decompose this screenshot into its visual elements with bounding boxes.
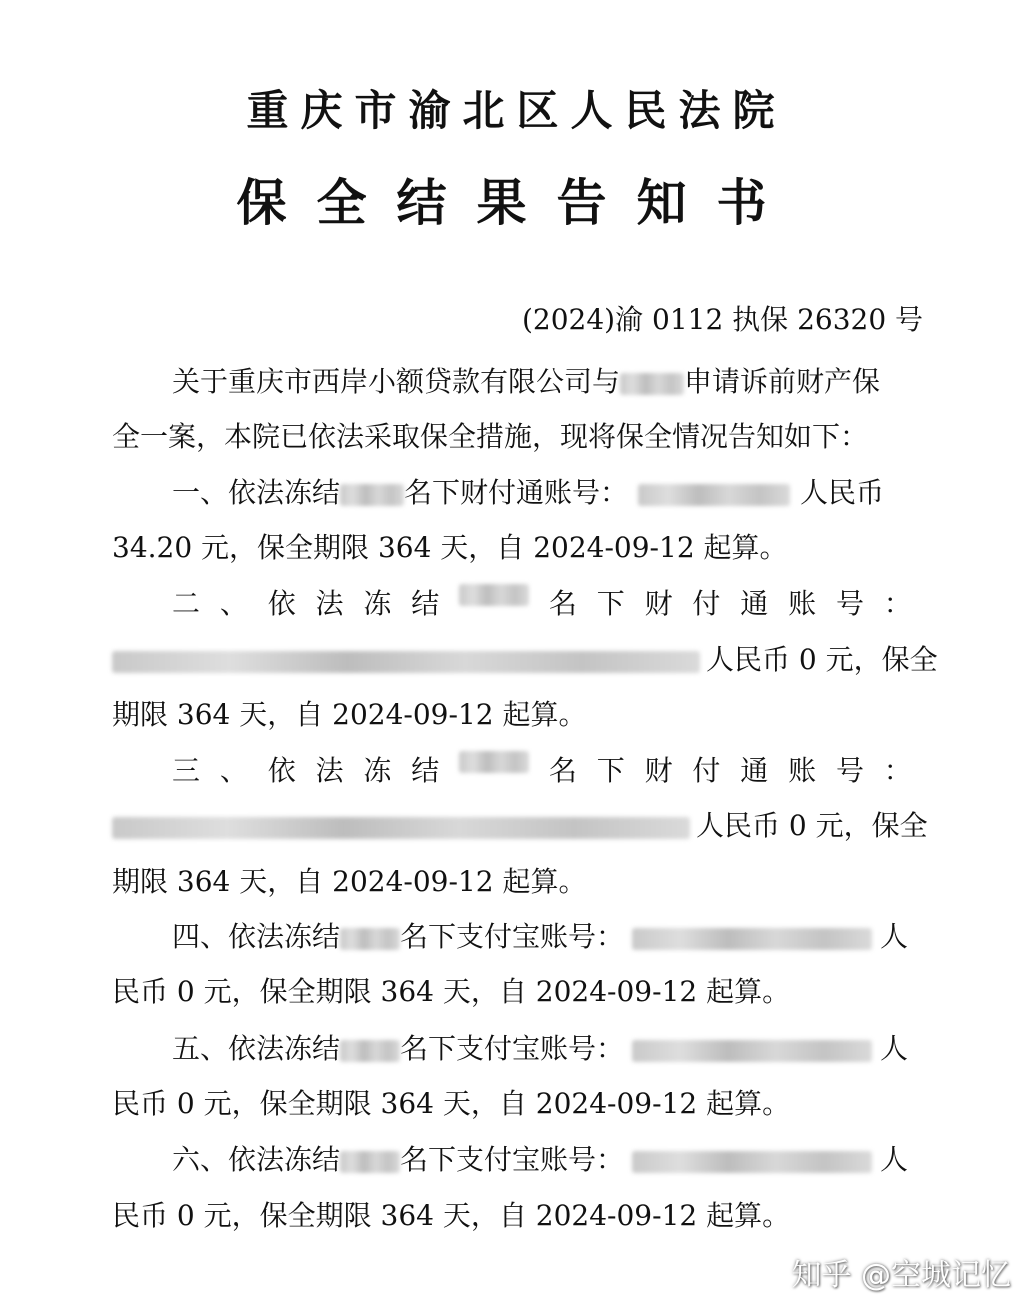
intro-line-2: 全一案，本院已依法采取保全措施，现将保全情况告知如下：	[112, 420, 869, 453]
redacted-name	[340, 1040, 400, 1062]
item-2-line-2: 人民币 0 元，保全	[112, 640, 938, 680]
item-2-line-3: 期限 364 天，自 2024-09-12 起算。	[112, 698, 587, 731]
item-1-line-1: 一、依法冻结 名下财付通账号： 人民币	[172, 476, 885, 509]
watermark: 知乎 @空城记忆	[791, 1258, 1011, 1293]
intro-line-1: 关于重庆市西岸小额贷款有限公司与 申请诉前财产保	[172, 365, 881, 398]
redacted-name	[459, 584, 529, 606]
redacted-name	[340, 928, 400, 950]
item-4-line-1: 四、依法冻结 名下支付宝账号： 人	[172, 920, 909, 953]
item-2-line-1: 二 、 依 法 冻 结 名 下 财 付 通 账 号 ：	[172, 584, 912, 624]
case-number: (2024)渝 0112 执保 26320 号	[522, 303, 924, 336]
item-6-line-1: 六、依法冻结 名下支付宝账号： 人	[172, 1143, 909, 1176]
redacted-name	[340, 484, 404, 506]
item-5-line-1: 五、依法冻结 名下支付宝账号： 人	[172, 1032, 909, 1065]
redacted-account	[632, 928, 872, 950]
item-5-line-2: 民币 0 元，保全期限 364 天，自 2024-09-12 起算。	[112, 1087, 791, 1120]
document-title: 保全结果告知书	[236, 173, 797, 232]
redacted-name	[620, 373, 684, 395]
redacted-account	[632, 1040, 872, 1062]
redacted-name	[459, 751, 529, 773]
item-3-line-3: 期限 364 天，自 2024-09-12 起算。	[112, 865, 587, 898]
item-4-line-2: 民币 0 元，保全期限 364 天，自 2024-09-12 起算。	[112, 975, 791, 1008]
redacted-name	[340, 1151, 400, 1173]
redacted-account	[632, 1151, 872, 1173]
court-name: 重庆市渝北区人民法院	[246, 86, 787, 135]
item-1-line-2: 34.20 元，保全期限 364 天，自 2024-09-12 起算。	[112, 531, 788, 564]
item-3-line-1: 三 、 依 法 冻 结 名 下 财 付 通 账 号 ：	[172, 751, 912, 791]
item-6-line-2: 民币 0 元，保全期限 364 天，自 2024-09-12 起算。	[112, 1199, 791, 1232]
redacted-account	[112, 651, 700, 673]
redacted-account	[638, 484, 790, 506]
item-3-line-2: 人民币 0 元，保全	[112, 806, 928, 846]
redacted-account	[112, 817, 690, 839]
